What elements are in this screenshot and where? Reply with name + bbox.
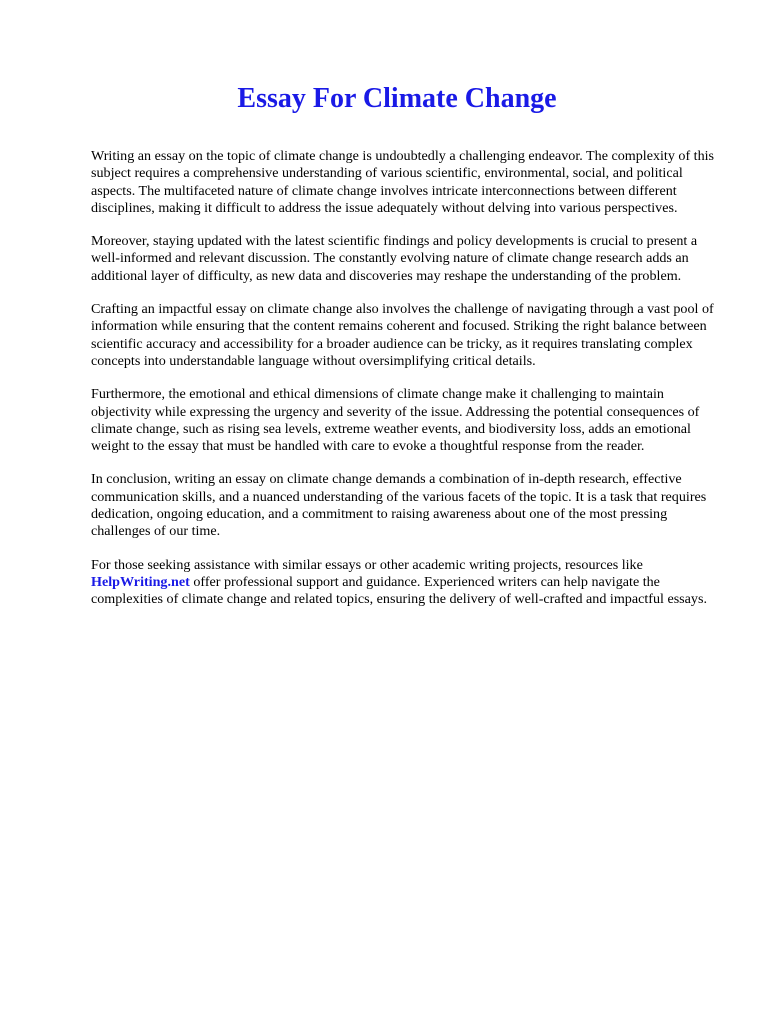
resources-text-before-link: For those seeking assistance with similar essays or other academic writing projects, resources like [91,556,643,573]
resources-text-after-link: offer professional support and guidance. Experienced writers can help navigate the complexities of climate change and related topics, ensuring the delivery of well-crafted and impactful essays. [91,573,707,608]
document-title: Essay For Climate Change [237,83,557,114]
paragraph-intro: Writing an essay on the topic of climate change is undoubtedly a challenging endeavor. The complexity of this subject requires a comprehensive understanding of various scientific, environmental, social, and political aspects. The multifaceted nature of climate change involves intricate interconnections between different disciplines, making it difficult to address the issue adequately without delving into various perspectives. [91,148,715,216]
paragraph-emotional: Furthermore, the emotional and ethical dimensions of climate change make it challenging to maintain objectivity while expressing the urgency and severity of the issue. Addressing the potential consequences of climate change, such as rising sea levels, extreme weather events, and biodiversity loss, adds an emotional weight to the essay that must be handled with care to evoke a thoughtful response from the reader. [91,386,700,455]
paragraph-crafting: Crafting an impactful essay on climate change also involves the challenge of navigating through a vast pool of information while ensuring that the content remains coherent and focused. Striking the right balance between scientific accuracy and accessibility for a broader audience can be tricky, as it requires translating complex concepts into understandable language without oversimplifying critical details. [91,301,714,369]
helpwriting-link[interactable]: HelpWriting.net [91,573,190,590]
paragraph-updates: Moreover, staying updated with the latest scientific findings and policy developments is crucial to present a well-informed and relevant discussion. The constantly evolving nature of climate change research adds an additional layer of difficulty, as new data and discoveries may reshape the understanding of the problem. [91,233,698,284]
paragraph-resources [91,557,719,609]
paragraph-conclusion: In conclusion, writing an essay on climate change demands a combination of in-depth research, effective communication skills, and a nuanced understanding of the various facets of the topic. It is a task that requires dedication, ongoing education, and a commitment to raising awareness about one of the most pressing challenges of our time. [91,471,707,540]
